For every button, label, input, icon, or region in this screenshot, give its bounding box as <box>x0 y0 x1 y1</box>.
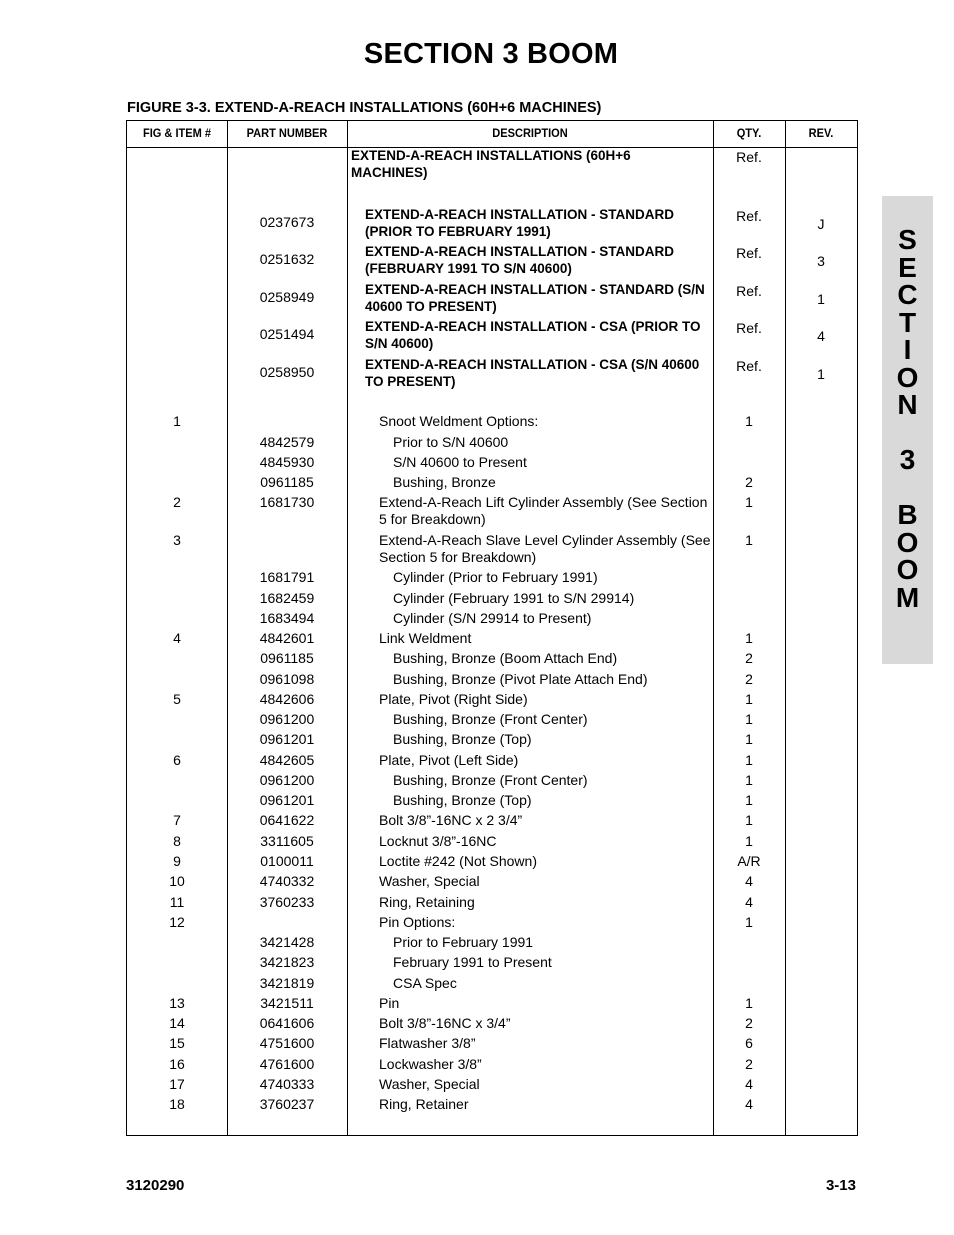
side-tab-letter: B <box>897 499 918 530</box>
part-number-cell: 1683494 <box>259 610 315 626</box>
section-side-tab <box>882 196 933 664</box>
description-cell: Bolt 3/8”-16NC x 3/4” <box>379 1015 511 1031</box>
revision-cell: J <box>817 216 825 232</box>
quantity-cell: 1 <box>745 413 753 429</box>
quantity-cell: 2 <box>745 1056 753 1072</box>
figure-title: FIGURE 3-3. EXTEND-A-REACH INSTALLATIONS (60H+6 MACHINES) <box>127 100 602 116</box>
part-number-cell: 1681791 <box>259 569 315 585</box>
quantity-cell: 1 <box>745 691 753 707</box>
fig-item-cell: 2 <box>173 494 181 510</box>
quantity-cell: 4 <box>745 1076 753 1092</box>
quantity-cell: 4 <box>745 1096 753 1112</box>
description-cell: Flatwasher 3/8” <box>379 1035 476 1051</box>
part-number-cell: 0961185 <box>260 650 314 666</box>
description-cell: Bushing, Bronze (Front Center) <box>393 772 588 788</box>
side-tab-letter: M <box>895 581 920 613</box>
column-divider <box>785 121 786 1135</box>
part-number-cell: 3421819 <box>259 975 315 991</box>
fig-item-cell: 9 <box>173 853 181 869</box>
quantity-cell: Ref. <box>736 358 762 374</box>
quantity-cell: 2 <box>745 1015 753 1031</box>
fig-item-cell: 1 <box>173 413 181 429</box>
quantity-cell: Ref. <box>736 208 762 224</box>
description-cell: Washer, Special <box>379 873 480 889</box>
quantity-cell: Ref. <box>736 245 762 261</box>
quantity-cell: A/R <box>737 853 761 869</box>
description-cell: Ring, Retainer <box>379 1096 469 1112</box>
fig-item-cell: 7 <box>173 812 181 828</box>
revision-cell: 3 <box>817 253 825 269</box>
part-number-cell: 0961201 <box>259 792 315 808</box>
header-qty: QTY. <box>736 126 762 140</box>
description-cell: Bushing, Bronze (Top) <box>393 792 532 808</box>
header-rev: REV. <box>808 126 834 140</box>
side-tab-letter: I <box>903 334 912 365</box>
description-cell: Plate, Pivot (Left Side) <box>379 752 519 768</box>
side-tab-label <box>882 226 933 611</box>
part-number-cell: 0641622 <box>259 812 315 828</box>
quantity-cell: 1 <box>745 995 753 1011</box>
description-cell: Pin <box>379 995 400 1011</box>
fig-item-cell: 10 <box>169 873 185 889</box>
footer-document-number: 3120290 <box>126 1177 185 1194</box>
description-cell: EXTEND-A-REACH INSTALLATION - STANDARD (FEBRUARY 1991 TO S/N 40600) <box>365 244 674 276</box>
revision-cell: 1 <box>817 291 825 307</box>
part-number-cell: 3421511 <box>260 995 314 1011</box>
footer-page-number: 3-13 <box>825 1177 856 1194</box>
quantity-cell: Ref. <box>736 149 762 165</box>
quantity-cell: 2 <box>745 671 753 687</box>
part-number-cell: 0961201 <box>259 731 315 747</box>
description-cell: Prior to February 1991 <box>393 934 534 950</box>
description-cell: Bushing, Bronze <box>393 474 496 490</box>
part-number-cell: 4751600 <box>259 1035 315 1051</box>
side-tab-letter: E <box>898 251 917 283</box>
part-number-cell: 3421823 <box>259 954 315 970</box>
description-cell: Cylinder (S/N 29914 to Present) <box>393 610 592 626</box>
part-number-cell: 3760233 <box>259 894 315 910</box>
fig-item-cell: 3 <box>173 532 181 548</box>
part-number-cell: 0641606 <box>259 1015 315 1031</box>
part-number-cell: 0961098 <box>259 671 315 687</box>
description-cell: Link Weldment <box>379 630 472 646</box>
description-cell: EXTEND-A-REACH INSTALLATION - CSA (S/N 40600 TO PRESENT) <box>365 357 700 389</box>
description-cell: Bushing, Bronze (Pivot Plate Attach End) <box>393 671 648 687</box>
quantity-cell: 4 <box>745 894 753 910</box>
description-cell: Pin Options: <box>379 914 456 930</box>
quantity-cell: 2 <box>745 474 753 490</box>
part-number-cell: 3760237 <box>259 1096 315 1112</box>
part-number-cell: 0251632 <box>259 251 315 267</box>
quantity-cell: 1 <box>745 792 753 808</box>
description-cell: S/N 40600 to Present <box>393 454 527 470</box>
description-cell: Cylinder (February 1991 to S/N 29914) <box>393 590 635 606</box>
quantity-cell: 1 <box>745 812 753 828</box>
side-tab-letter: N <box>897 389 918 420</box>
side-tab-letter: C <box>897 279 918 310</box>
fig-item-cell: 16 <box>169 1056 185 1072</box>
side-tab-letter <box>882 474 933 502</box>
description-cell: EXTEND-A-REACH INSTALLATION - CSA (PRIOR TO S/N 40600) <box>365 319 701 351</box>
description-cell: Extend-A-Reach Slave Level Cylinder Assembly (See Section 5 for Breakdown) <box>379 532 711 565</box>
side-tab-letter: O <box>896 361 919 393</box>
quantity-cell: Ref. <box>736 320 762 336</box>
part-number-cell: 4842606 <box>259 691 315 707</box>
description-cell: Bushing, Bronze (Front Center) <box>393 711 588 727</box>
column-divider <box>347 121 348 1135</box>
part-number-cell: 0961200 <box>259 711 315 727</box>
side-tab-letter: O <box>896 554 919 585</box>
side-tab-letter: O <box>896 526 919 558</box>
description-cell: Prior to S/N 40600 <box>393 434 509 450</box>
fig-item-cell: 14 <box>169 1015 185 1031</box>
fig-item-cell: 6 <box>173 752 181 768</box>
description-cell: Plate, Pivot (Right Side) <box>379 691 528 707</box>
part-number-cell: 4740333 <box>259 1076 315 1092</box>
description-cell: Locknut 3/8”-16NC <box>379 833 497 849</box>
header-fig-item: FIG & ITEM # <box>142 126 212 140</box>
part-number-cell: 0961185 <box>260 474 314 490</box>
quantity-cell: 1 <box>745 630 753 646</box>
description-cell: Washer, Special <box>379 1076 480 1092</box>
fig-item-cell: 12 <box>169 914 185 930</box>
quantity-cell: 2 <box>745 650 753 666</box>
part-number-cell: 3311605 <box>260 833 314 849</box>
quantity-cell: 1 <box>745 532 753 548</box>
part-number-cell: 4845930 <box>259 454 315 470</box>
quantity-cell: 1 <box>745 731 753 747</box>
fig-item-cell: 8 <box>173 833 181 849</box>
part-number-cell: 4842579 <box>259 434 315 450</box>
side-tab-letter: T <box>898 306 917 338</box>
part-number-cell: 4842601 <box>259 630 315 646</box>
quantity-cell: 1 <box>745 494 753 510</box>
description-cell: CSA Spec <box>393 975 457 991</box>
part-number-cell: 4740332 <box>259 873 315 889</box>
side-tab-letter: 3 <box>899 444 916 475</box>
part-number-cell: 1681730 <box>259 494 315 510</box>
description-cell: Lockwasher 3/8” <box>379 1056 482 1072</box>
part-number-cell: 0237673 <box>259 214 315 230</box>
quantity-cell: 1 <box>745 914 753 930</box>
part-number-cell: 0251494 <box>259 326 315 342</box>
description-cell: Ring, Retaining <box>379 894 475 910</box>
quantity-cell: 1 <box>745 752 753 768</box>
quantity-cell: Ref. <box>736 283 762 299</box>
description-cell: Extend-A-Reach Lift Cylinder Assembly (See Section 5 for Breakdown) <box>379 494 708 527</box>
header-part-number: PART NUMBER <box>246 126 328 140</box>
header-description: DESCRIPTION <box>492 126 568 140</box>
quantity-cell: 1 <box>745 833 753 849</box>
fig-item-cell: 13 <box>169 995 185 1011</box>
fig-item-cell: 17 <box>169 1076 185 1092</box>
part-number-cell: 4761600 <box>259 1056 315 1072</box>
part-number-cell: 0258950 <box>259 364 315 380</box>
quantity-cell: 6 <box>745 1035 753 1051</box>
section-title: SECTION 3 BOOM <box>363 38 619 70</box>
part-number-cell: 0258949 <box>259 289 315 305</box>
side-tab-letter <box>882 419 933 447</box>
description-cell: Loctite #242 (Not Shown) <box>379 853 537 869</box>
description-cell: Bolt 3/8”-16NC x 2 3/4” <box>379 812 523 828</box>
revision-cell: 4 <box>817 328 825 344</box>
part-number-cell: 0100011 <box>260 853 314 869</box>
description-cell: Snoot Weldment Options: <box>379 413 539 429</box>
quantity-cell: 1 <box>745 711 753 727</box>
parts-table <box>126 120 858 1136</box>
description-cell: EXTEND-A-REACH INSTALLATIONS (60H+6 MACHINES) <box>351 148 631 180</box>
description-cell: February 1991 to Present <box>393 954 552 970</box>
description-cell: Bushing, Bronze (Boom Attach End) <box>393 650 618 666</box>
part-number-cell: 1682459 <box>259 590 315 606</box>
quantity-cell: 1 <box>745 772 753 788</box>
revision-cell: 1 <box>817 366 825 382</box>
part-number-cell: 0961200 <box>259 772 315 788</box>
description-cell: Bushing, Bronze (Top) <box>393 731 532 747</box>
part-number-cell: 4842605 <box>259 752 315 768</box>
quantity-cell: 4 <box>745 873 753 889</box>
fig-item-cell: 18 <box>169 1096 185 1112</box>
fig-item-cell: 15 <box>169 1035 185 1051</box>
fig-item-cell: 5 <box>173 691 181 707</box>
description-cell: EXTEND-A-REACH INSTALLATION - STANDARD (S/N 40600 TO PRESENT) <box>365 282 705 314</box>
description-cell: Cylinder (Prior to February 1991) <box>393 569 598 585</box>
fig-item-cell: 4 <box>173 630 181 646</box>
fig-item-cell: 11 <box>169 894 185 910</box>
part-number-cell: 3421428 <box>259 934 315 950</box>
side-tab-letter: S <box>898 224 917 255</box>
description-cell: EXTEND-A-REACH INSTALLATION - STANDARD (PRIOR TO FEBRUARY 1991) <box>365 207 674 239</box>
